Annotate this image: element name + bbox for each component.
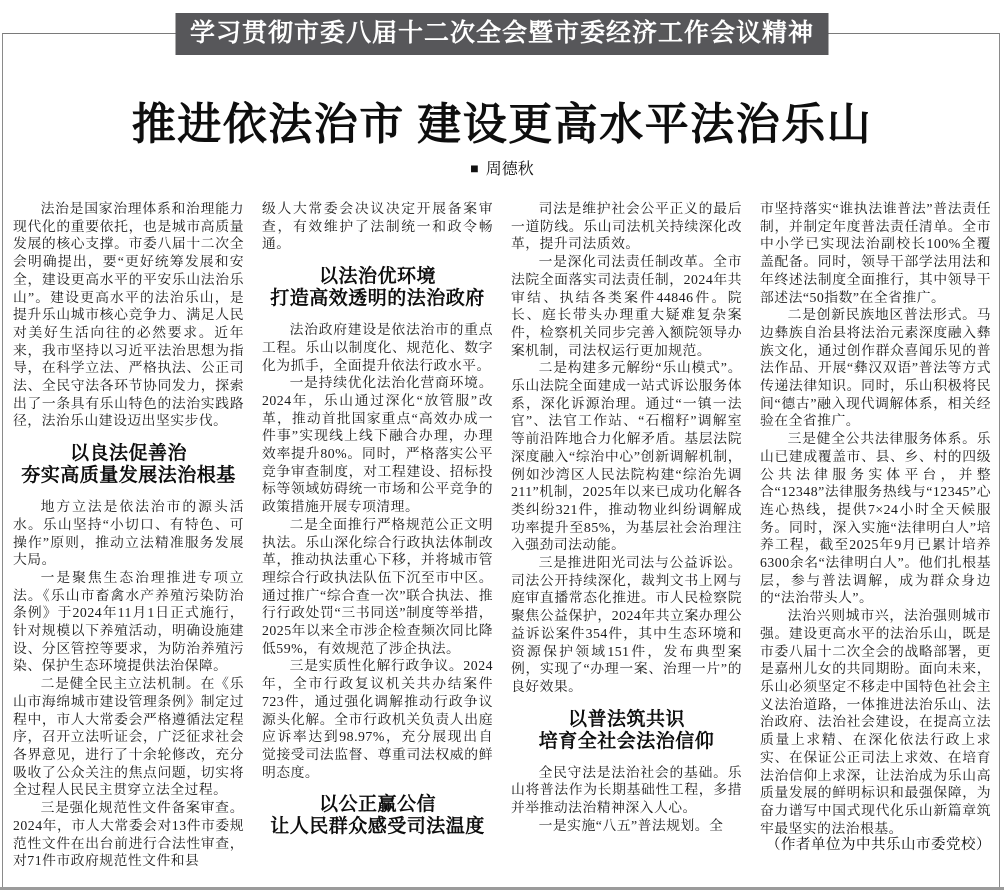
paragraph: 三是强化规范性文件备案审查。2024年，市人大常委会对13件市委规范性文件在出台前进行合法性审查，对71件市政府规范性文件和县 [13, 800, 244, 869]
paragraph: 一是持续优化法治化营商环境。2024年，乐山通过深化“放管服”改革，推动首批国家重点“高效办成一件事”实现线上线下融合办理，办理效率提升80%。同时，严格落实公平竞争审查制度，对工程建设、招标投标等领域妨碍统一市场和公平竞争的政策措施开展专项清理。 [262, 375, 493, 515]
article-columns [13, 200, 991, 882]
section-heading-1 [13, 443, 244, 487]
section-heading-2-line2: 打造高效透明的法治政府 [270, 288, 485, 310]
article-title: 推进依法治市 建设更高水平法治乐山 [131, 100, 873, 149]
paragraph: 二是全面推行严格规范公正文明执法。乐山深化综合行政执法体制改革，推动执法重心下移，并将城市管理综合行政执法队伍下沉至市中区。通过推广“综合查一次”联合执法、推行行政处罚“三书同送”制度等举措，2025年以来全市涉企检查频次同比降低59%，有效规范了涉企执法。 [262, 516, 493, 656]
column-3 [511, 200, 742, 882]
paragraph: 二是健全民主立法机制。在《乐山市海绵城市建设管理条例》制定过程中，市人大常委会严格遵循法定程序，召开立法听证会，广泛征求社会各界意见，进行了十余轮修改，充分吸收了公众关注的焦点问题，切实将全过程人民民主贯穿立法全过程。 [13, 676, 244, 798]
paragraph: 司法是维护社会公平正义的最后一道防线。乐山司法机关持续深化改革，提升司法质效。 [511, 201, 742, 252]
paragraph: 一是实施“八五”普法规划。全 [538, 817, 724, 833]
title-block [0, 88, 1004, 152]
paragraph-continuation: 市坚持落实“谁执法谁普法”普法责任制，并制定年度普法责任清单。全市中小学已实现法治副校长100%全覆盖配备。同时，领导干部学法用法和年终述法制度全面推行，其中领导干部述法“50指数”在全省推广。 [760, 201, 991, 305]
section-heading-4 [511, 709, 742, 753]
top-banner-text: 学习贯彻市委八届十二次全会暨市委经济工作会议精神 [189, 20, 814, 47]
paragraph: 地方立法是依法治市的源头活水。乐山坚持“小切口、有特色、可操作”原则，推动立法精准服务发展大局。 [13, 499, 244, 568]
paragraph: 三是实质性化解行政争议。2024年，全市行政复议机关共办结案件723件，通过强化调解推动行政争议源头化解。全市行政机关负责人出庭应诉率达到98.97%，充分展现出自觉接受司法监督、尊重司法权威的鲜明态度。 [262, 658, 493, 780]
bottom-rule [0, 887, 1004, 890]
author-affiliation: （作者单位为中共乐山市委党校） [766, 837, 991, 854]
section-heading-4-line2: 培育全社会法治信仰 [538, 730, 715, 752]
column-4 [760, 200, 991, 882]
paragraph: 法治政府建设是依法治市的重点工程。乐山以制度化、规范化、数字化为抓手，全面提升依法行政水平。 [262, 322, 493, 373]
paragraph: 一是深化司法责任制改革。全市法院全面落实司法责任制，2024年共审结、执结各类案件44846件。院长、庭长带头办理重大疑难复杂案件，检察机关同步完善入额院领导办案机制，司法权运行更加规范。 [511, 254, 742, 358]
section-heading-2-line1: 以法治优环境 [318, 266, 436, 288]
paragraph: 法治兴则城市兴，法治强则城市强。建设更高水平的法治乐山，既是市委八届十二次全会的战略部署，更是嘉州儿女的共同期盼。面向未来，乐山必须坚定不移走中国特色社会主义法治道路，一体推进法治乐山、法治政府、法治社会建设，在提高立法质量上求精、在深化依法行政上求实、在保证公正司法上求效、在培育法治信仰上求深，让法治成为乐山高质量发展的鲜明标识和最强保障，为奋力谱写中国式现代化乐山新篇章筑牢最坚实的法治根基。 [760, 608, 991, 836]
paragraph: 三是健全公共法律服务体系。乐山已建成覆盖市、县、乡、村的四级公共法律服务实体平台，并整合“12348”法律服务热线与“12345”心连心热线，提供7×24小时全天候服务。同时，深入实施“法律明白人”培养工程，截至2025年9月已累计培养6300余名“法律明白人”。他们扎根基层，参与普法调解，成为群众身边的“法治带头人”。 [760, 431, 991, 606]
section-heading-3-line1: 以公正赢公信 [318, 794, 436, 816]
section-heading-4-line1: 以普法筑共识 [567, 708, 685, 730]
paragraph-continuation: 级人大常委会决议决定开展备案审查，有效维护了法制统一和政令畅通。 [262, 201, 493, 252]
column-2 [262, 200, 493, 882]
paragraph: 一是聚焦生态治理推进专项立法。《乐山市畜禽水产养殖污染防治条例》于2024年11月1日正式施行，针对规模以下养殖活动，明确设施建设、分区管控等要求，为防治养殖污染、保护生态环境提供法治保障。 [13, 569, 244, 674]
author-name: 周德秋 [485, 161, 534, 178]
paragraph: 三是推进阳光司法与公益诉讼。司法公开持续深化，裁判文书上网与庭审直播常态化推进。市人民检察院聚焦公益保护，2024年共立案办理公益诉讼案件354件，其中生态环境和资源保护领域151件，发布典型案例，实现了“办理一案、治理一片”的良好效果。 [511, 555, 742, 694]
paragraph: 全民守法是法治社会的基础。乐山将普法作为长期基础性工程，多措并举推动法治精神深入人心。 [511, 764, 742, 816]
section-heading-3 [262, 794, 493, 838]
column-1 [13, 200, 244, 882]
author-byline [0, 156, 1004, 179]
section-heading-3-line2: 让人民群众感受司法温度 [270, 816, 485, 838]
section-heading-2 [262, 266, 493, 310]
paragraph: 二是创新民族地区普法形式。马边彝族自治县将法治元素深度融入彝族文化，通过创作群众喜闻乐见的普法作品、开展“彝汉双语”普法等方式传递法律知识。同时，乐山积极将民间“德古”融入现代调解体系，相关经验在全省推广。 [760, 307, 991, 429]
section-heading-1-line1: 以良法促善治 [69, 443, 187, 465]
paragraph-intro: 法治是国家治理体系和治理能力现代化的重要依托，也是城市高质量发展的核心支撑。市委八届十二次全会明确提出，要“更好统筹发展和安全，建设更高水平的平安乐山法治乐山”。建设更高水平的法治乐山，是提升乐山城市核心竞争力、满足人民对美好生活向往的必然要求。近年来，我市坚持以习近平法治思想为指导，在科学立法、严格执法、公正司法、全民守法各环节协同发力，探索出了一条具有乐山特色的法治实践路径，法治乐山建设迈出坚实步伐。 [13, 201, 244, 429]
paragraph: 二是构建多元解纷“乐山模式”。乐山法院全面建成一站式诉讼服务体系，深化诉源治理。通过“一镇一法官”、法官工作站、“石榴籽”调解室等前沿阵地合力化解矛盾。基层法院深度融入“综治中心”创新调解机制，例如沙湾区人民法院构建“综治先调211”机制，2025年以来已成功化解各类纠纷321件，推动物业纠纷调解成功率提升至85%，为基层社会治理注入强劲司法动能。 [511, 360, 742, 553]
author-square-icon: ■ [470, 160, 479, 176]
section-heading-1-line2: 夯实高质量发展法治根基 [21, 465, 236, 487]
top-banner [176, 13, 829, 55]
